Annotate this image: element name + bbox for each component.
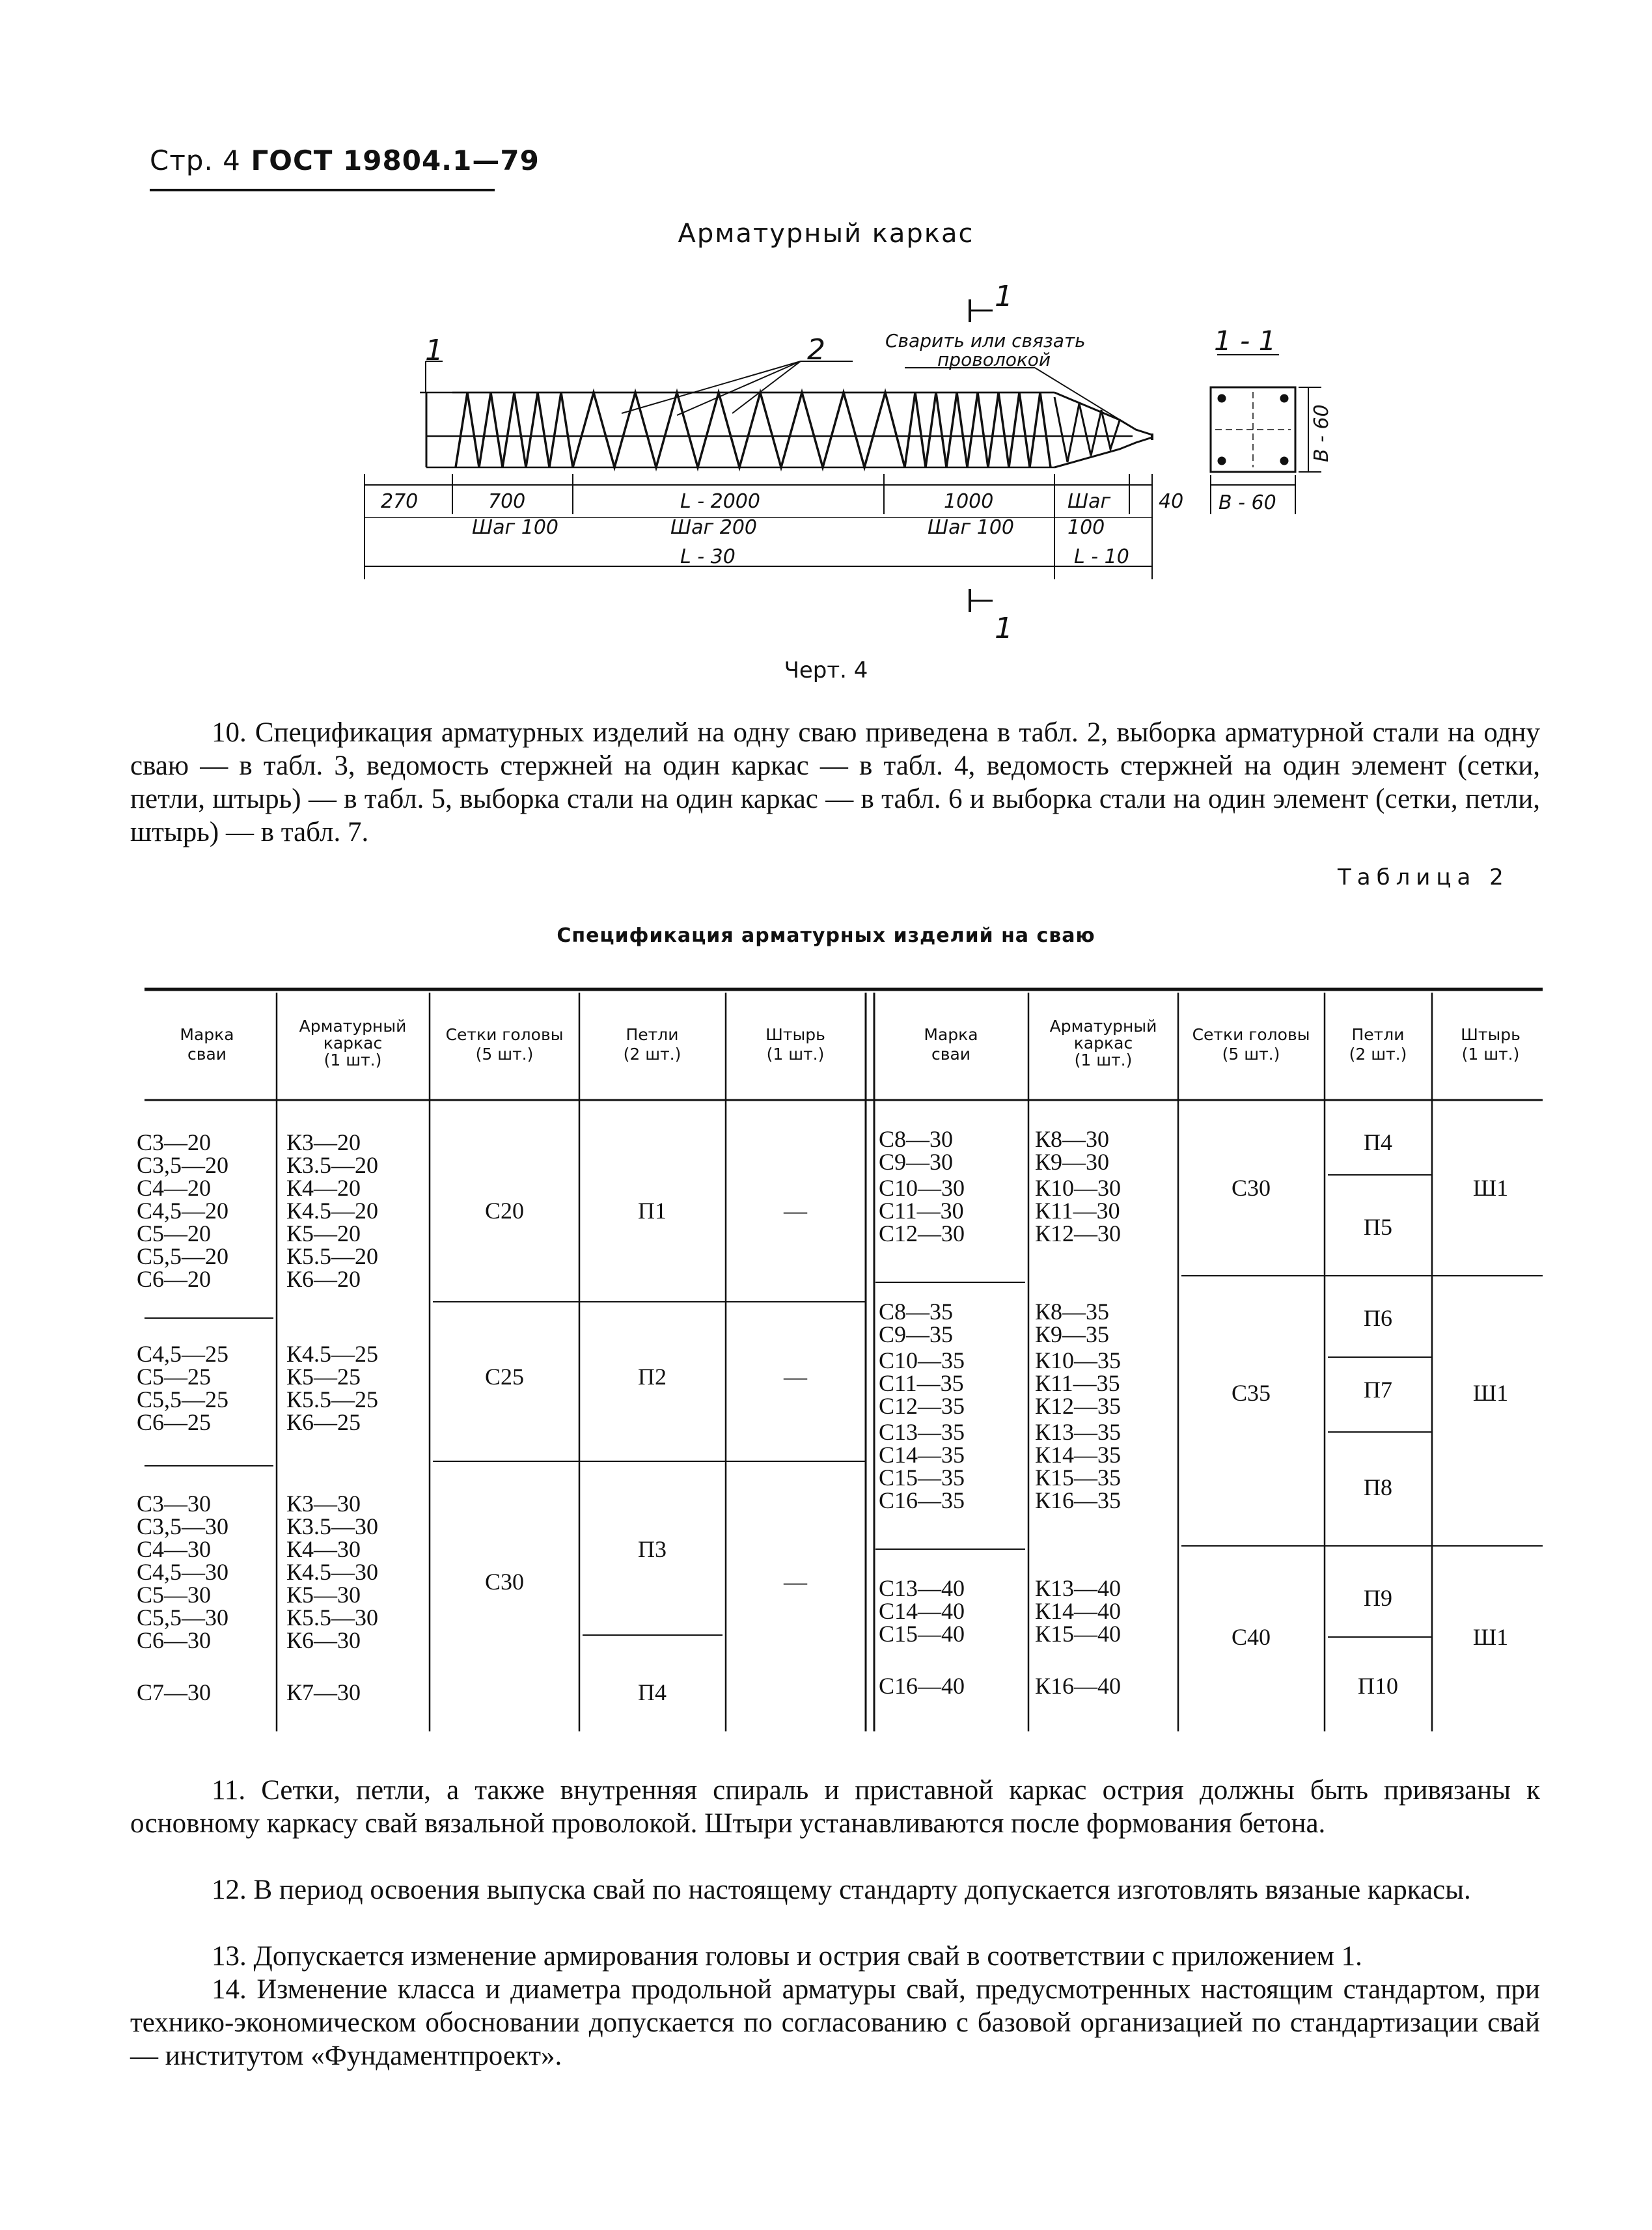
table-cell: Ш1 xyxy=(1472,1175,1509,1201)
figure-title: Арматурный каркас xyxy=(678,219,974,249)
right-group-2 xyxy=(879,1299,1508,1513)
table-cell: К14—35 xyxy=(1035,1442,1122,1468)
table-cell: С5—30 xyxy=(137,1582,212,1608)
table-cell: П2 xyxy=(638,1364,667,1390)
table-cell: С14—35 xyxy=(879,1442,965,1468)
table-cell: К8—35 xyxy=(1035,1299,1110,1325)
table-cell: С15—40 xyxy=(879,1621,965,1647)
table-cell: — xyxy=(784,1198,807,1224)
header-cage: Арматурный xyxy=(299,1017,407,1036)
table-cell: С15—35 xyxy=(879,1465,965,1491)
table-cell: К9—30 xyxy=(1035,1149,1110,1175)
table-cell: К4—20 xyxy=(286,1175,361,1201)
header-pile-mark-right-2: сваи xyxy=(931,1045,971,1064)
header-cage-3: (1 шт.) xyxy=(324,1051,382,1069)
left-group-2 xyxy=(137,1341,808,1435)
table-cell: К13—35 xyxy=(1035,1419,1122,1445)
table-cell: С4,5—30 xyxy=(137,1559,229,1585)
table-cell: С30 xyxy=(1231,1175,1271,1201)
table-cell: К6—30 xyxy=(286,1627,361,1653)
dim-1000: 1000 xyxy=(944,490,994,513)
figure-caption: Черт. 4 xyxy=(784,657,868,683)
table-cell: С4,5—20 xyxy=(137,1198,229,1224)
table-cell: К12—30 xyxy=(1035,1220,1122,1246)
table-cell: К5—25 xyxy=(286,1364,361,1390)
table-cell: С35 xyxy=(1231,1380,1271,1406)
left-group-1 xyxy=(137,1129,808,1292)
table-cell: П5 xyxy=(1364,1214,1392,1240)
section-mark-bottom: 1 xyxy=(995,612,1013,645)
dim-l-30: L - 30 xyxy=(680,545,736,568)
table-cell: П4 xyxy=(638,1679,667,1705)
header-pile-mark: Марка xyxy=(180,1025,234,1044)
paragraph-10: 10. Спецификация арматурных изделий на одну сваю приведена в табл. 2, выборка арматурной стали на одну сваю — в табл. 3, ведомость стержней на один каркас — в табл. 4, ведомость стержней на один элемент (сетки, петли, штырь) — в табл. 5, выборка стали на один каркас — в табл. 6 и выборка стали на один элемент (сетки, петли, штырь) — в табл. 7. xyxy=(130,717,1540,847)
left-group-4 xyxy=(137,1679,667,1705)
table-cell: К5—20 xyxy=(286,1220,361,1246)
table-cell: С5,5—25 xyxy=(137,1386,229,1412)
table-cell: С20 xyxy=(484,1198,525,1224)
header-pin: Штырь xyxy=(765,1025,825,1044)
table-cell: К10—30 xyxy=(1035,1175,1122,1201)
table-cell: С5,5—20 xyxy=(137,1243,229,1269)
table-cell: С5—25 xyxy=(137,1364,212,1390)
table-cell: К10—35 xyxy=(1035,1347,1122,1373)
table-cell: С5—20 xyxy=(137,1220,212,1246)
table-cell: С4—30 xyxy=(137,1536,212,1562)
header-loops: Петли xyxy=(626,1025,679,1044)
header-pile-mark-right: Марка xyxy=(924,1025,978,1044)
table-cell: П3 xyxy=(638,1536,667,1562)
table-cell: К16—40 xyxy=(1035,1673,1122,1699)
header-head-nets: Сетки головы xyxy=(445,1025,564,1044)
dim-step: Шаг xyxy=(1067,490,1111,513)
table-cell: С3—30 xyxy=(137,1491,212,1517)
table-cell: С14—40 xyxy=(879,1598,965,1624)
table-cell: К4.5—30 xyxy=(286,1559,379,1585)
table-cell: К4—30 xyxy=(286,1536,361,1562)
table-cell: К6—20 xyxy=(286,1266,361,1292)
table-cell: С6—20 xyxy=(137,1266,212,1292)
table-number: Таблица 2 xyxy=(1338,864,1509,890)
table-cell: С5,5—30 xyxy=(137,1604,229,1631)
table-cell: С16—40 xyxy=(879,1673,965,1699)
table-cell: К9—35 xyxy=(1035,1321,1110,1347)
section-title: 1 - 1 xyxy=(1214,325,1276,357)
table-cell: К3.5—20 xyxy=(286,1152,379,1178)
header-pile-mark-2: сваи xyxy=(187,1045,227,1064)
step-100-tip: Шаг 100 xyxy=(928,516,1015,539)
table-title: Спецификация арматурных изделий на сваю xyxy=(557,924,1095,947)
table-cell: К6—25 xyxy=(286,1409,361,1435)
table-cell: С10—30 xyxy=(879,1175,965,1201)
table-cell: К13—40 xyxy=(1035,1575,1122,1601)
table-cell: К11—35 xyxy=(1035,1370,1120,1396)
page-number: Стр. 4 xyxy=(150,145,241,176)
table-cell: С6—25 xyxy=(137,1409,212,1435)
left-group-3 xyxy=(137,1491,808,1653)
header-cage-right-2: каркас xyxy=(1073,1034,1133,1053)
table-cell: К4.5—25 xyxy=(286,1341,379,1367)
table-cell: С3,5—30 xyxy=(137,1513,229,1539)
table-cell: П9 xyxy=(1364,1585,1392,1611)
table-cell: К3.5—30 xyxy=(286,1513,379,1539)
table-cell: С6—30 xyxy=(137,1627,212,1653)
dim-l-10: L - 10 xyxy=(1074,545,1129,568)
table-cell: П1 xyxy=(638,1198,667,1224)
table-cell: С13—40 xyxy=(879,1575,965,1601)
table-cell: К16—35 xyxy=(1035,1487,1122,1513)
table-cell: К5.5—25 xyxy=(286,1386,379,1412)
header-pin-right-2: (1 шт.) xyxy=(1461,1045,1520,1064)
table-cell: К4.5—20 xyxy=(286,1198,379,1224)
table-cell: — xyxy=(784,1569,807,1595)
table-cell: П7 xyxy=(1364,1377,1392,1403)
table-cell: П4 xyxy=(1364,1129,1392,1155)
table-cell: К5.5—20 xyxy=(286,1243,379,1269)
header-pin-right: Штырь xyxy=(1461,1025,1521,1044)
right-group-1 xyxy=(879,1126,1508,1246)
step-100-end: 100 xyxy=(1067,516,1105,539)
paragraph-13: 13. Допускается изменение армирования головы и острия свай в соответствии с приложением 1. xyxy=(212,1941,1362,1972)
dim-270: 270 xyxy=(381,490,419,513)
table-cell: К12—35 xyxy=(1035,1393,1122,1419)
header-head-nets-2: (5 шт.) xyxy=(475,1045,534,1064)
table-cell: С13—35 xyxy=(879,1419,965,1445)
paragraph-12: 12. В период освоения выпуска свай по настоящему стандарту допускается изготовлять вязаные каркасы. xyxy=(212,1875,1471,1905)
section-dim-horizontal: B - 60 xyxy=(1218,491,1276,514)
header-head-nets-right-2: (5 шт.) xyxy=(1222,1045,1280,1064)
table-cell: С7—30 xyxy=(137,1679,212,1705)
header-cage-right: Арматурный xyxy=(1049,1017,1157,1036)
table-cell: С10—35 xyxy=(879,1347,965,1373)
header-loops-2: (2 шт.) xyxy=(623,1045,681,1064)
table-cell: С9—30 xyxy=(879,1149,954,1175)
table-cell: С4—20 xyxy=(137,1175,212,1201)
table-cell: С8—35 xyxy=(879,1299,954,1325)
table-cell: С3,5—20 xyxy=(137,1152,229,1178)
table-cell: С3—20 xyxy=(137,1129,212,1155)
header-loops-right: Петли xyxy=(1351,1025,1405,1044)
table-cell: С12—35 xyxy=(879,1393,965,1419)
step-200: Шаг 200 xyxy=(670,516,758,539)
weld-note-line1: Сварить или связать xyxy=(885,330,1086,351)
table-cell: К15—40 xyxy=(1035,1621,1122,1647)
table-cell: К7—30 xyxy=(286,1679,361,1705)
table-cell: Ш1 xyxy=(1472,1380,1509,1406)
header-head-nets-right: Сетки головы xyxy=(1192,1025,1310,1044)
table-cell: П10 xyxy=(1358,1673,1398,1699)
table-cell: С16—35 xyxy=(879,1487,965,1513)
table-cell: П8 xyxy=(1364,1474,1392,1500)
callout-1-label: 1 xyxy=(425,334,443,367)
section-mark-top: 1 xyxy=(995,280,1013,313)
table-cell: К3—30 xyxy=(286,1491,361,1517)
weld-note-line2: проволокой xyxy=(937,349,1051,370)
table-cell: С9—35 xyxy=(879,1321,954,1347)
table-cell: С8—30 xyxy=(879,1126,954,1152)
table-cell: С40 xyxy=(1231,1624,1271,1650)
table-cell: — xyxy=(784,1364,807,1390)
paragraph-14: 14. Изменение класса и диаметра продольной арматуры свай, предусмотренных настоящим стандартом, при технико-экономическом обосновании допускается по согласованию с базовой организацией по стандартизации свай — институтом «Фундаментпроект». xyxy=(130,1974,1540,2071)
standard-number: ГОСТ 19804.1—79 xyxy=(251,145,540,176)
table-cell: К3—20 xyxy=(286,1129,361,1155)
table-cell: К15—35 xyxy=(1035,1465,1122,1491)
table-cell: К5—30 xyxy=(286,1582,361,1608)
table-cell: К8—30 xyxy=(1035,1126,1110,1152)
table-cell: К5.5—30 xyxy=(286,1604,379,1631)
table-cell: Ш1 xyxy=(1472,1624,1509,1650)
table-cell: С30 xyxy=(484,1569,525,1595)
header-loops-right-2: (2 шт.) xyxy=(1349,1045,1407,1064)
callout-2-label: 2 xyxy=(807,333,825,366)
table-cell: С11—35 xyxy=(879,1370,964,1396)
table-cell: П6 xyxy=(1364,1305,1392,1331)
header-pin-2: (1 шт.) xyxy=(766,1045,825,1064)
dim-700: 700 xyxy=(488,490,526,513)
header-cage-2: каркас xyxy=(323,1034,383,1053)
dim-l-2000: L - 2000 xyxy=(680,490,760,513)
step-100-head: Шаг 100 xyxy=(472,516,559,539)
table-cell: К14—40 xyxy=(1035,1598,1122,1624)
table-cell: К11—30 xyxy=(1035,1198,1120,1224)
dim-40: 40 xyxy=(1159,490,1184,513)
table-cell: С4,5—25 xyxy=(137,1341,229,1367)
table-cell: С12—30 xyxy=(879,1220,965,1246)
header-cage-right-3: (1 шт.) xyxy=(1074,1051,1133,1069)
table-cell: С11—30 xyxy=(879,1198,964,1224)
table-cell: С25 xyxy=(484,1364,525,1390)
section-dim-vertical: B - 60 xyxy=(1310,404,1333,462)
paragraph-11: 11. Сетки, петли, а также внутренняя спираль и приставной каркас острия должны быть привязаны к основному каркасу свай вязальной проволокой. Штыри устанавливаются после формования бетона. xyxy=(130,1775,1540,1839)
